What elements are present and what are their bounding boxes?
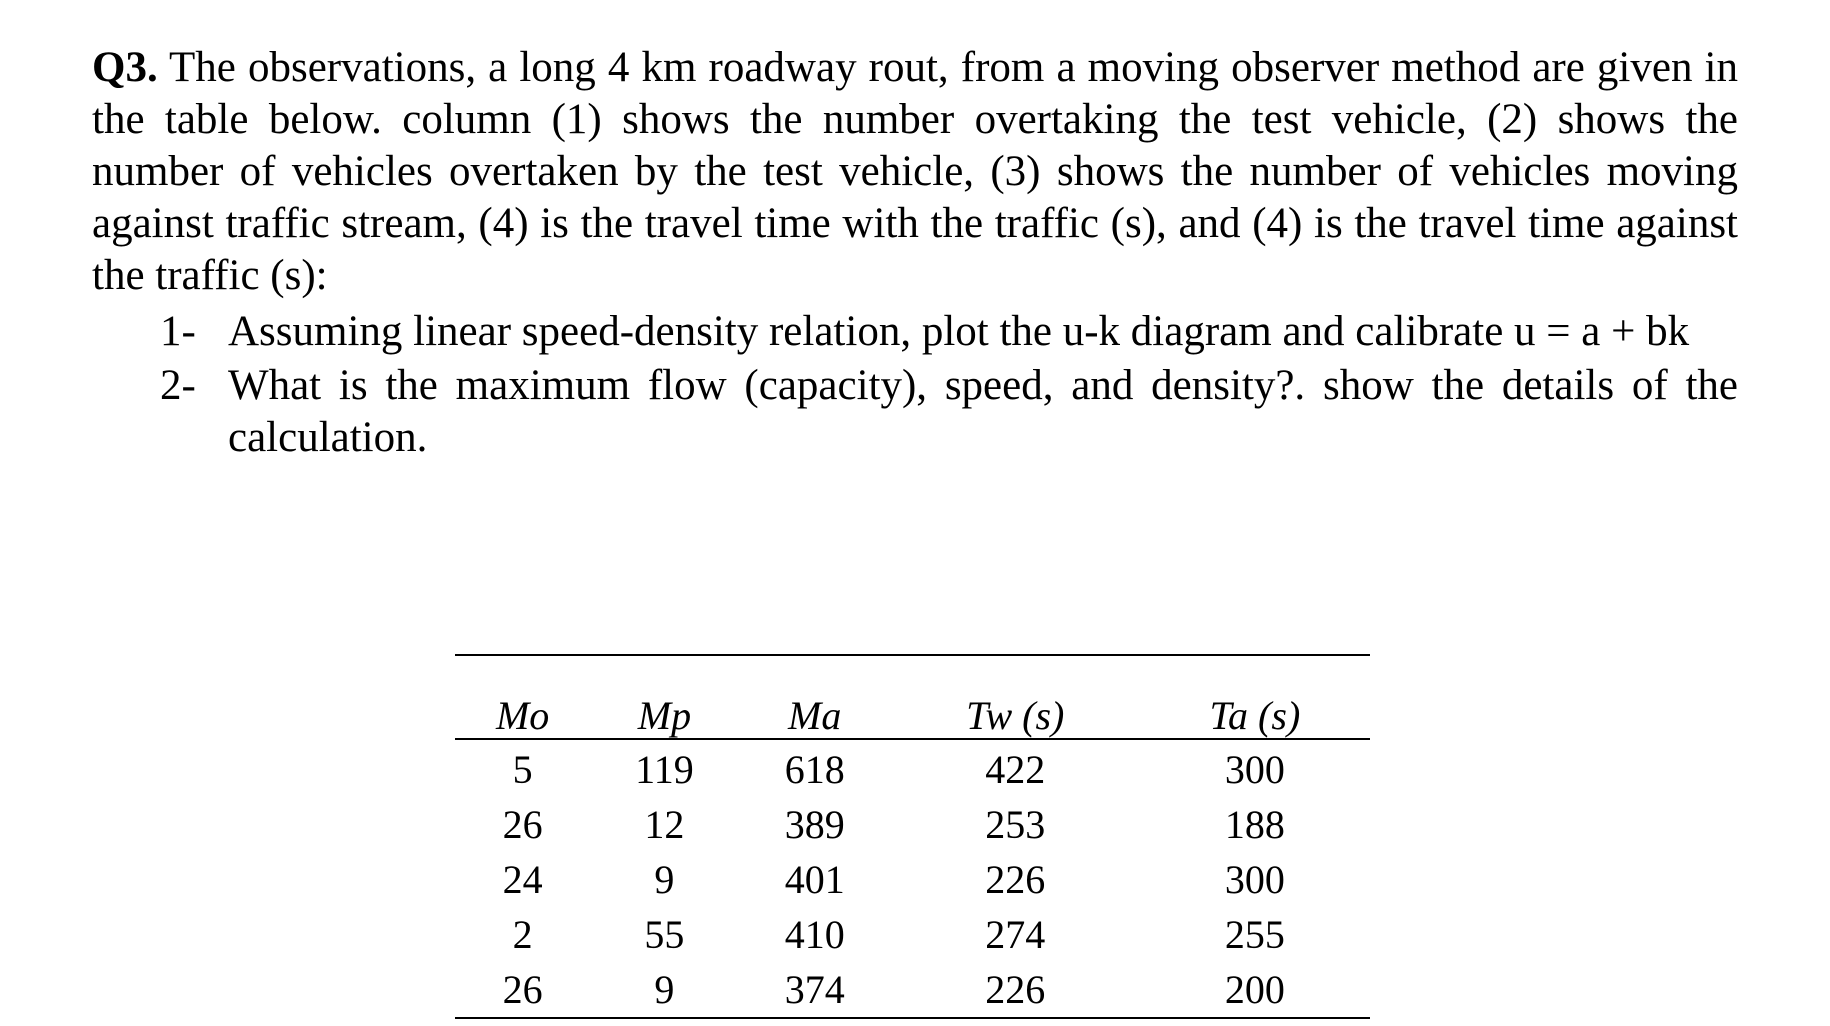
table-cell: 226 — [985, 967, 1046, 1012]
table-cell: 422 — [985, 747, 1046, 792]
table-cell: 55 — [644, 912, 685, 957]
table-cell: 26 — [502, 802, 543, 847]
sub-question-marker: 1- — [160, 308, 196, 355]
table-cell: 188 — [1224, 802, 1285, 847]
table-cell: 119 — [635, 747, 694, 792]
table-cell: 26 — [502, 967, 543, 1012]
table-cell: 274 — [985, 912, 1046, 957]
table-row — [455, 739, 1370, 797]
table-cell: 255 — [1224, 912, 1285, 957]
table-row — [455, 797, 1370, 852]
sub-question-text: What is the maximum flow (capacity), speed, and density?. show the details of the calculation. — [228, 362, 1738, 461]
table-cell: 300 — [1224, 857, 1285, 902]
sub-question-list — [160, 306, 1738, 466]
table-cell: 9 — [654, 967, 675, 1012]
table-cell: 2 — [512, 912, 533, 957]
header-mo: Mo — [455, 655, 590, 739]
table-cell: 200 — [1224, 967, 1285, 1012]
table-cell: 374 — [784, 967, 845, 1012]
table-row — [455, 907, 1370, 962]
table-header-row — [455, 655, 1370, 739]
table-row — [455, 852, 1370, 907]
table-cell: 300 — [1224, 747, 1285, 792]
table-row — [455, 962, 1370, 1018]
table-cell: 24 — [502, 857, 543, 902]
table-cell: 9 — [654, 857, 675, 902]
table-cell: 226 — [985, 857, 1046, 902]
question-text: The observations, a long 4 km roadway rout, from a moving observer method are given in the table below. column (1) shows the number overtaking the test vehicle, (2) shows the number of vehicles overtaken by the test vehicle, (3) shows the number of vehicles moving against traffic stream, (4) is the travel time with the traffic (s), and (4) is the travel time against the traffic (s): — [92, 44, 1738, 299]
sub-question-2 — [160, 360, 1738, 464]
sub-question-text: Assuming linear speed-density relation, plot the u-k diagram and calibrate u = a + bk — [228, 308, 1690, 355]
question-number: Q3. — [92, 44, 158, 91]
question-paragraph — [92, 42, 1738, 302]
table-cell: 5 — [512, 747, 533, 792]
header-tw: Tw (s) — [891, 655, 1140, 739]
sub-question-marker: 2- — [160, 362, 196, 409]
header-ta: Ta (s) — [1140, 655, 1370, 739]
table-cell: 12 — [644, 802, 685, 847]
sub-question-1 — [160, 306, 1738, 358]
table-cell: 389 — [784, 802, 845, 847]
observation-table — [455, 654, 1370, 1019]
table-cell: 618 — [784, 747, 845, 792]
table-cell: 401 — [784, 857, 845, 902]
header-mp: Mp — [590, 655, 738, 739]
observation-table-container — [455, 654, 1370, 1019]
table-cell: 410 — [784, 912, 845, 957]
table-cell: 253 — [985, 802, 1046, 847]
header-ma: Ma — [739, 655, 891, 739]
